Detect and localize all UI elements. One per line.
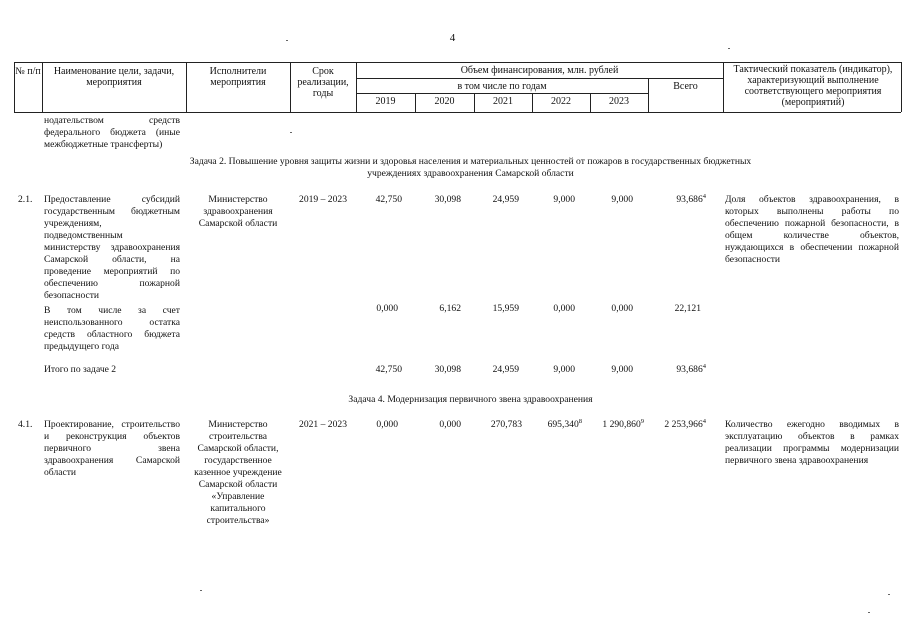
- value-2022: 9,000: [553, 194, 575, 205]
- row-number: 4.1.: [18, 419, 33, 430]
- value-2019: 0,000: [376, 303, 398, 314]
- value-2020: 30,098: [434, 364, 461, 375]
- value-total: [648, 419, 706, 431]
- header-name: Наименование цели, задачи, мероприятия: [53, 66, 175, 88]
- value-2022: 9,000: [553, 364, 575, 375]
- header-by-years: в том числе по годам: [457, 81, 547, 92]
- row-name: Итого по задаче 2: [44, 364, 117, 375]
- value-total: [648, 194, 706, 206]
- value-amount: 695,340: [547, 419, 579, 430]
- value-2020: 6,162: [439, 303, 461, 314]
- value-2021: 270,783: [490, 419, 522, 430]
- value-2023: 9,000: [611, 194, 633, 205]
- value-total-amount: 2 253,966: [664, 419, 703, 430]
- row-indicator: Доля объектов здравоохранения, в которых выполнены работы по обеспечению пожарной безопасности, в общем количестве объектов, нуждающихся в обеспечении пожарной безопасности: [725, 194, 899, 265]
- value-2023: 9,000: [611, 364, 633, 375]
- row-executor: Министерство строительства Самарской области, государственное казенное учреждение Самарской области «Управление капитального строительства»: [194, 419, 282, 526]
- value-total: [648, 364, 706, 376]
- header-financing: Объем финансирования, млн. рублей: [460, 65, 619, 76]
- value-2021: 24,959: [492, 364, 519, 375]
- value-2019: 0,000: [376, 419, 398, 430]
- header-year-2020: 2020: [434, 96, 455, 107]
- footnote-ref: 8: [578, 417, 582, 425]
- header-year-2019: 2019: [375, 96, 396, 107]
- row-number: 2.1.: [18, 194, 33, 205]
- task-2-title: Задача 2. Повышение уровня защиты жизни и здоровья населения и материальных ценностей от пожаров в государственных бюджетных учреждениях здравоохранения Самарской области: [189, 156, 752, 179]
- value-2020: 0,000: [439, 419, 461, 430]
- header-executors: Исполнители мероприятия: [209, 66, 267, 88]
- header-year-2023: 2023: [609, 96, 629, 107]
- value-2020: 30,098: [434, 194, 461, 205]
- header-num: № п/п: [15, 66, 41, 77]
- footnote-ref: 4: [702, 417, 706, 425]
- page-number: 4: [449, 32, 456, 44]
- row-name: Проектирование, строительство и реконструкция объектов первичного звена здравоохранения Самарской области: [44, 419, 180, 478]
- value-2022: [532, 419, 582, 431]
- header-year-2022: 2022: [551, 96, 571, 107]
- row-indicator: Количество ежегодно вводимых в эксплуатацию объектов в рамках реализации программы модернизации первичного звена здравоохранения: [725, 419, 899, 466]
- value-2019: 42,750: [375, 364, 402, 375]
- task-4-title: Задача 4. Модернизация первичного звена здравоохранения: [348, 394, 593, 405]
- row-term: 2021 – 2023: [299, 419, 347, 430]
- value-total: 22,121: [674, 303, 701, 314]
- row-name: В том числе за счет неиспользованного остатка средств областного бюджета предыдущего года: [44, 305, 180, 352]
- value-total-amount: 93,686: [676, 194, 703, 205]
- value-2021: 24,959: [492, 194, 519, 205]
- value-total-amount: 93,686: [676, 364, 703, 375]
- header-year-2021: 2021: [493, 96, 513, 107]
- value-2023: [590, 419, 644, 431]
- row-name: Предоставление субсидий государственным бюджетным учреждениям, подведомственным министерству здравоохранения Самарской области, на проведение мероприятий по обеспечению пожарной безопасности: [44, 194, 180, 301]
- value-2019: 42,750: [375, 194, 402, 205]
- value-2022: 0,000: [553, 303, 575, 314]
- carryover-text: нодательством средств федерального бюджета (иные межбюджетные трансферты): [44, 115, 180, 150]
- value-2021: 15,959: [492, 303, 519, 314]
- header-total: Всего: [673, 81, 698, 92]
- header-indicator: Тактический показатель (индикатор), характеризующий выполнение соответствующего мероприятия (мероприятий): [733, 64, 893, 108]
- footnote-ref: 4: [702, 362, 706, 370]
- value-amount: 1 290,860: [602, 419, 641, 430]
- row-executor: Министерство здравоохранения Самарской области: [198, 194, 278, 229]
- footnote-ref: 4: [702, 192, 706, 200]
- footnote-ref: 9: [640, 417, 644, 425]
- header-term: Срок реализации, годы: [297, 66, 349, 99]
- row-term: 2019 – 2023: [299, 194, 347, 205]
- value-2023: 0,000: [611, 303, 633, 314]
